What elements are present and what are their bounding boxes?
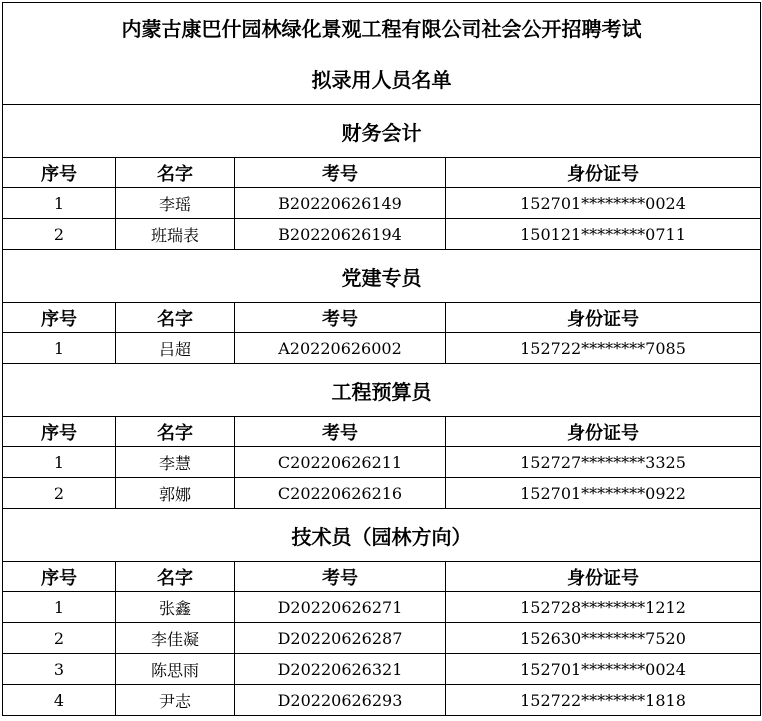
cell-no: 2 <box>3 478 116 509</box>
section-title: 技术员（园林方向） <box>3 509 761 562</box>
cell-id-no: 152630********7520 <box>446 623 761 654</box>
cell-no: 4 <box>3 685 116 716</box>
cell-no: 1 <box>3 188 116 219</box>
table-row <box>3 623 761 654</box>
cell-exam-no: C20220626211 <box>235 447 446 478</box>
cell-id-no: 152701********0024 <box>446 188 761 219</box>
cell-no: 2 <box>3 219 116 250</box>
cell-no: 3 <box>3 654 116 685</box>
cell-no: 1 <box>3 592 116 623</box>
table-row <box>3 478 761 509</box>
table-row <box>3 654 761 685</box>
header-id-no: 身份证号 <box>446 417 761 447</box>
column-header-row <box>3 158 761 188</box>
cell-no: 2 <box>3 623 116 654</box>
table-row <box>3 333 761 364</box>
header-exam-no: 考号 <box>235 417 446 447</box>
section-row <box>3 509 761 562</box>
header-id-no: 身份证号 <box>446 562 761 592</box>
header-no: 序号 <box>3 417 116 447</box>
section-title: 党建专员 <box>3 250 761 303</box>
header-name: 名字 <box>116 417 235 447</box>
header-name: 名字 <box>116 303 235 333</box>
column-header-row <box>3 303 761 333</box>
cell-name: 李佳凝 <box>116 623 235 654</box>
cell-id-no: 152722********1818 <box>446 685 761 716</box>
header-id-no: 身份证号 <box>446 158 761 188</box>
header-name: 名字 <box>116 562 235 592</box>
cell-id-no: 152727********3325 <box>446 447 761 478</box>
document-title: 内蒙古康巴什园林绿化景观工程有限公司社会公开招聘考试 <box>3 3 761 53</box>
column-header-row <box>3 417 761 447</box>
table-row <box>3 188 761 219</box>
column-header-row <box>3 562 761 592</box>
header-exam-no: 考号 <box>235 562 446 592</box>
cell-id-no: 152701********0024 <box>446 654 761 685</box>
section-row <box>3 250 761 303</box>
cell-name: 张鑫 <box>116 592 235 623</box>
cell-name: 陈思雨 <box>116 654 235 685</box>
table-body <box>3 3 761 716</box>
cell-id-no: 150121********0711 <box>446 219 761 250</box>
table-row <box>3 592 761 623</box>
table-row <box>3 685 761 716</box>
cell-name: 班瑞表 <box>116 219 235 250</box>
header-exam-no: 考号 <box>235 303 446 333</box>
title-row <box>3 3 761 53</box>
cell-exam-no: D20220626271 <box>235 592 446 623</box>
header-exam-no: 考号 <box>235 158 446 188</box>
cell-name: 吕超 <box>116 333 235 364</box>
hiring-list-table <box>2 2 761 716</box>
table-row <box>3 219 761 250</box>
document-subtitle: 拟录用人员名单 <box>3 53 761 105</box>
cell-exam-no: B20220626149 <box>235 188 446 219</box>
header-no: 序号 <box>3 303 116 333</box>
cell-id-no: 152728********1212 <box>446 592 761 623</box>
header-no: 序号 <box>3 562 116 592</box>
header-name: 名字 <box>116 158 235 188</box>
cell-name: 郭娜 <box>116 478 235 509</box>
cell-exam-no: D20220626293 <box>235 685 446 716</box>
cell-exam-no: D20220626287 <box>235 623 446 654</box>
cell-exam-no: A20220626002 <box>235 333 446 364</box>
cell-no: 1 <box>3 333 116 364</box>
cell-exam-no: D20220626321 <box>235 654 446 685</box>
table-row <box>3 447 761 478</box>
cell-id-no: 152701********0922 <box>446 478 761 509</box>
section-row <box>3 105 761 158</box>
header-no: 序号 <box>3 158 116 188</box>
cell-exam-no: C20220626216 <box>235 478 446 509</box>
header-id-no: 身份证号 <box>446 303 761 333</box>
cell-name: 李瑶 <box>116 188 235 219</box>
section-title: 财务会计 <box>3 105 761 158</box>
cell-name: 李慧 <box>116 447 235 478</box>
section-title: 工程预算员 <box>3 364 761 417</box>
cell-no: 1 <box>3 447 116 478</box>
subtitle-row <box>3 53 761 105</box>
cell-name: 尹志 <box>116 685 235 716</box>
cell-exam-no: B20220626194 <box>235 219 446 250</box>
section-row <box>3 364 761 417</box>
cell-id-no: 152722********7085 <box>446 333 761 364</box>
